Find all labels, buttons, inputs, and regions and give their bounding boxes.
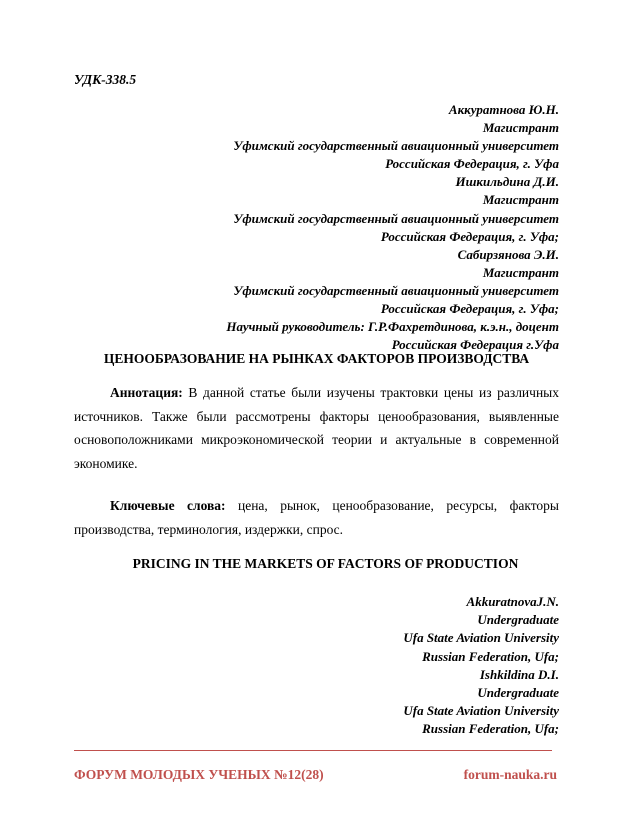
keywords-label: Ключевые слова: [110,498,226,513]
author-line-en: Russian Federation, Ufa; [422,648,559,664]
author-line: Уфимский государственный авиационный университет [233,138,559,154]
author-line: Магистрант [482,264,559,280]
supervisor-line: Научный руководитель: Г.Р.Фахретдинова, к.э.н., доцент [226,319,559,335]
footer-divider [74,750,552,751]
keywords-text: цена, рынок, ценообразование, ресурсы, факторы производства, терминология, издержки, спрос. [74,498,560,537]
article-title-en: PRICING IN THE MARKETS OF FACTORS OF PRODUCTION [132,556,519,571]
author-line: Уфимский государственный авиационный университет [233,210,559,226]
author-line: Ишкильдина Д.И. [455,174,559,190]
author-line-en: Ishkildina D.I. [479,666,559,682]
article-title-ru: ЦЕНООБРАЗОВАНИЕ НА РЫНКАХ ФАКТОРОВ ПРОИЗВОДСТВА [103,351,530,366]
author-line: Сабирзянова Э.И. [457,246,559,262]
author-line: Российская Федерация, г. Уфа [385,156,559,172]
footer-journal-title: ФОРУМ МОЛОДЫХ УЧЕНЫХ №12(28) [74,767,324,782]
author-line: Магистрант [482,192,559,208]
author-line: Магистрант [482,120,559,136]
author-line: Российская Федерация, г. Уфа; [380,228,559,244]
udk-code: УДК-338.5 [74,72,137,87]
annotation-text: В данной статье были изучены трактовки цены из различных источников. Также были рассмотрены факторы ценообразования, выявленные основоположниками микроэкономической теории и актуальные в современной экономике. [74,385,559,471]
author-line-en: Russian Federation, Ufa; [422,721,559,737]
authors-block-ru [226,101,559,354]
keywords-paragraph [74,494,559,541]
author-line-en: Ufa State Aviation University [403,630,559,646]
footer-site-link[interactable]: forum-nauka.ru [463,767,557,782]
annotation-label: Аннотация: [110,385,183,400]
authors-block-en [403,593,559,739]
author-line-en: Ufa State Aviation University [403,703,559,719]
author-line: Российская Федерация, г. Уфа; [380,301,559,317]
author-line: Уфимский государственный авиационный университет [233,282,559,298]
author-line-en: AkkuratnovaJ.N. [466,594,559,609]
annotation-paragraph [74,381,559,475]
author-line-en: Undergraduate [477,685,559,701]
supervisor-location: Российская Федерация г.Уфа [391,337,559,353]
author-line-en: Undergraduate [477,612,559,628]
author-line: Аккуратнова Ю.Н. [448,102,559,117]
